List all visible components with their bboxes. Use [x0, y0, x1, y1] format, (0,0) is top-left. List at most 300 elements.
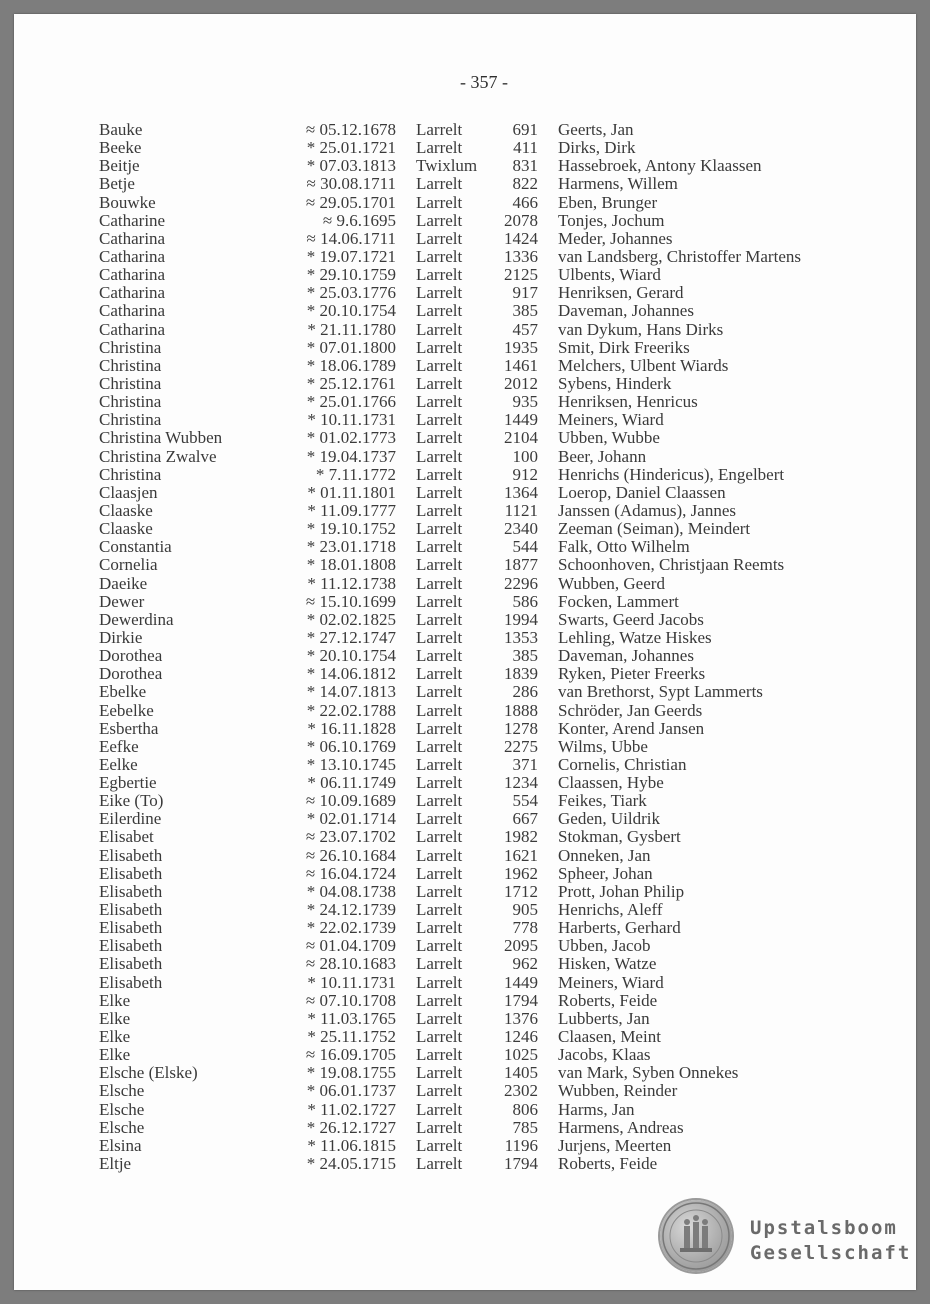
- entry-number: 385: [512, 301, 538, 321]
- entry-name: Elisabeth: [99, 936, 163, 956]
- entry-place: Larrelt: [416, 283, 463, 303]
- entry-date: * 11.06.1815: [307, 1135, 396, 1155]
- entry-row: [14, 792, 916, 810]
- entry-number: 371: [512, 754, 538, 774]
- entry-date: * 19.10.1752: [306, 519, 396, 539]
- entry-row: [14, 937, 916, 955]
- entry-number: 1364: [504, 482, 538, 502]
- entry-name: Elsche: [99, 1081, 145, 1101]
- entry-number: 962: [512, 954, 538, 974]
- entry-number: 385: [512, 646, 538, 666]
- entry-place: Larrelt: [416, 827, 463, 847]
- entry-row: [14, 429, 916, 447]
- entry-date: * 25.12.1761: [306, 373, 396, 393]
- entry-place: Larrelt: [416, 773, 463, 793]
- entry-row: [14, 321, 916, 339]
- page-number: - 357 -: [460, 72, 508, 92]
- entry-number: 1196: [504, 1135, 538, 1155]
- entry-number: 667: [512, 809, 538, 829]
- entry-reference: Harms, Jan: [558, 1099, 635, 1119]
- entry-name: Ebelke: [99, 682, 147, 702]
- entry-reference: Loerop, Daniel Claassen: [558, 482, 726, 502]
- entry-row: [14, 810, 916, 828]
- entry-reference: Wubben, Geerd: [558, 573, 665, 593]
- entry-number: 2095: [504, 936, 538, 956]
- entry-name: Catharina: [99, 265, 166, 285]
- entry-place: Larrelt: [416, 1008, 463, 1028]
- entry-place: Larrelt: [416, 936, 463, 956]
- entry-name: Elsche (Elske): [99, 1063, 198, 1083]
- entry-reference: Beer, Johann: [558, 446, 647, 466]
- entry-name: Elke: [99, 1045, 131, 1065]
- entry-number: 1376: [504, 1008, 538, 1028]
- entry-number: 1794: [504, 1154, 538, 1174]
- entry-name: Christina Zwalve: [99, 446, 217, 466]
- entry-date: * 10.11.1731: [307, 410, 396, 430]
- entry-number: 1712: [504, 881, 538, 901]
- entry-reference: Cornelis, Christian: [558, 754, 687, 774]
- entry-reference: Henrichs (Hindericus), Engelbert: [558, 464, 785, 484]
- entry-place: Larrelt: [416, 319, 463, 339]
- entry-row: [14, 1155, 916, 1173]
- entry-date: * 11.12.1738: [307, 573, 396, 593]
- entry-number: 785: [512, 1117, 538, 1137]
- entry-place: Larrelt: [416, 428, 463, 448]
- entry-reference: Daveman, Johannes: [558, 646, 694, 666]
- entry-date: ≈ 29.05.1701: [305, 192, 396, 212]
- entry-number: 822: [512, 174, 538, 194]
- entry-reference: Schoonhoven, Christjaan Reemts: [558, 555, 785, 575]
- entry-row: [14, 284, 916, 302]
- entry-number: 1461: [504, 355, 538, 375]
- entry-date: ≈ 14.06.1711: [306, 228, 396, 248]
- entry-place: Larrelt: [416, 1117, 463, 1137]
- entry-number: 2302: [504, 1081, 538, 1101]
- entry-number: 1935: [504, 337, 538, 357]
- entry-row: [14, 955, 916, 973]
- entry-reference: Daveman, Johannes: [558, 301, 694, 321]
- entry-number: 466: [512, 192, 538, 212]
- entry-place: Larrelt: [416, 446, 463, 466]
- entry-place: Larrelt: [416, 120, 463, 139]
- entry-place: Larrelt: [416, 192, 463, 212]
- entry-date: * 02.01.1714: [306, 809, 396, 829]
- entry-row: [14, 502, 916, 520]
- entry-name: Dirkie: [99, 627, 143, 647]
- entry-reference: Henriksen, Gerard: [558, 283, 684, 303]
- entry-number: 778: [512, 918, 538, 938]
- entry-name: Catharina: [99, 283, 166, 303]
- entry-row: [14, 230, 916, 248]
- entry-number: 1839: [504, 664, 538, 684]
- entry-place: Larrelt: [416, 373, 463, 393]
- entry-row: [14, 865, 916, 883]
- entry-reference: Eben, Brunger: [558, 192, 658, 212]
- entry-place: Larrelt: [416, 464, 463, 484]
- entry-number: 457: [512, 319, 538, 339]
- entry-place: Larrelt: [416, 138, 463, 158]
- entry-reference: Schröder, Jan Geerds: [558, 700, 703, 720]
- entry-name: Eilerdine: [99, 809, 162, 829]
- entry-reference: Ubben, Jacob: [558, 936, 651, 956]
- entry-date: ≈ 23.07.1702: [305, 827, 396, 847]
- entry-name: Elisabeth: [99, 900, 163, 920]
- entry-name: Claaske: [99, 519, 153, 539]
- entry-number: 1336: [504, 246, 538, 266]
- entry-place: Larrelt: [416, 881, 463, 901]
- entry-name: Elisabeth: [99, 954, 163, 974]
- entry-reference: Harberts, Gerhard: [558, 918, 681, 938]
- entry-name: Eltje: [99, 1154, 132, 1174]
- entry-date: * 20.10.1754: [306, 301, 396, 321]
- entry-place: Larrelt: [416, 1063, 463, 1083]
- entry-reference: Ryken, Pieter Freerks: [558, 664, 706, 684]
- entry-reference: Melchers, Ulbent Wiards: [558, 355, 729, 375]
- entry-name: Eebelke: [99, 700, 154, 720]
- entry-date: * 7.11.1772: [315, 464, 396, 484]
- entry-row: [14, 974, 916, 992]
- entry-row: [14, 1082, 916, 1100]
- society-name-line1: Upstalsboom: [750, 1217, 898, 1239]
- entry-name: Claasjen: [99, 482, 158, 502]
- entry-number: 100: [512, 446, 538, 466]
- entry-row: [14, 1010, 916, 1028]
- entry-row: [14, 121, 916, 139]
- entry-date: * 13.10.1745: [306, 754, 396, 774]
- entry-row: [14, 828, 916, 846]
- entry-name: Christina: [99, 410, 162, 430]
- entry-reference: Jacobs, Klaas: [558, 1045, 651, 1065]
- entry-reference: van Dykum, Hans Dirks: [558, 319, 724, 339]
- entry-date: * 11.02.1727: [307, 1099, 396, 1119]
- entry-number: 2078: [504, 210, 538, 230]
- entry-name: Catharina: [99, 301, 166, 321]
- entry-place: Larrelt: [416, 573, 463, 593]
- entry-name: Elisabeth: [99, 881, 163, 901]
- society-name: [750, 1216, 911, 1266]
- entry-name: Eike (To): [99, 791, 164, 811]
- entry-place: Larrelt: [416, 174, 463, 194]
- entry-date: * 27.12.1747: [306, 627, 396, 647]
- entry-date: ≈ 26.10.1684: [305, 845, 396, 865]
- entry-place: Larrelt: [416, 754, 463, 774]
- entry-reference: Falk, Otto Wilhelm: [558, 537, 690, 557]
- entry-place: Larrelt: [416, 228, 463, 248]
- entry-reference: Onneken, Jan: [558, 845, 651, 865]
- entry-number: 905: [512, 900, 538, 920]
- entry-date: ≈ 15.10.1699: [305, 591, 396, 611]
- entry-place: Larrelt: [416, 1154, 463, 1174]
- entry-row: [14, 1028, 916, 1046]
- entry-date: * 22.02.1788: [306, 700, 396, 720]
- entry-reference: Meiners, Wiard: [558, 410, 664, 430]
- entry-reference: Wilms, Ubbe: [558, 736, 648, 756]
- entry-name: Dorothea: [99, 646, 163, 666]
- entry-date: * 19.07.1721: [306, 246, 396, 266]
- entry-name: Catharine: [99, 210, 166, 230]
- entry-reference: Sybens, Hinderk: [558, 373, 672, 393]
- entry-date: * 04.08.1738: [306, 881, 396, 901]
- entry-date: * 01.11.1801: [307, 482, 396, 502]
- entry-row: [14, 339, 916, 357]
- entry-place: Larrelt: [416, 1045, 463, 1065]
- entry-name: Elke: [99, 1027, 131, 1047]
- entry-reference: Jurjens, Meerten: [558, 1135, 672, 1155]
- entry-name: Catharina: [99, 246, 166, 266]
- entry-place: Larrelt: [416, 718, 463, 738]
- entry-row: [14, 157, 916, 175]
- entry-date: * 06.10.1769: [306, 736, 396, 756]
- entry-number: 935: [512, 392, 538, 412]
- entry-number: 1353: [504, 627, 538, 647]
- entry-row: [14, 357, 916, 375]
- entry-row: [14, 720, 916, 738]
- entry-number: 1449: [504, 972, 538, 992]
- entry-number: 2296: [504, 573, 538, 593]
- entry-place: Larrelt: [416, 1027, 463, 1047]
- entry-name: Dewer: [99, 591, 145, 611]
- entry-reference: Roberts, Feide: [558, 1154, 658, 1174]
- entry-place: Larrelt: [416, 1081, 463, 1101]
- entry-date: * 18.06.1789: [306, 355, 396, 375]
- entry-reference: Henrichs, Aleff: [558, 900, 663, 920]
- entry-row: [14, 175, 916, 193]
- entry-name: Christina: [99, 337, 162, 357]
- entry-date: * 11.09.1777: [307, 500, 396, 520]
- entry-number: 1278: [504, 718, 538, 738]
- entry-date: * 19.04.1737: [306, 446, 396, 466]
- entry-row: [14, 702, 916, 720]
- entry-number: 1982: [504, 827, 538, 847]
- entry-reference: Zeeman (Seiman), Meindert: [558, 519, 751, 539]
- entry-number: 1234: [504, 773, 538, 793]
- entry-place: Larrelt: [416, 954, 463, 974]
- entry-date: * 01.02.1773: [306, 428, 396, 448]
- entry-row: [14, 774, 916, 792]
- entry-place: Larrelt: [416, 265, 463, 285]
- entry-place: Larrelt: [416, 392, 463, 412]
- entry-list: [14, 121, 916, 1173]
- entry-row: [14, 611, 916, 629]
- entry-date: * 06.01.1737: [306, 1081, 396, 1101]
- entry-row: [14, 248, 916, 266]
- entry-reference: Geerts, Jan: [558, 120, 634, 139]
- entry-place: Larrelt: [416, 500, 463, 520]
- entry-date: * 19.08.1755: [306, 1063, 396, 1083]
- entry-place: Larrelt: [416, 537, 463, 557]
- entry-reference: Meiners, Wiard: [558, 972, 664, 992]
- entry-name: Dorothea: [99, 664, 163, 684]
- entry-name: Bouwke: [99, 192, 156, 212]
- entry-number: 1449: [504, 410, 538, 430]
- entry-row: [14, 266, 916, 284]
- entry-reference: Konter, Arend Jansen: [558, 718, 705, 738]
- entry-date: * 10.11.1731: [307, 972, 396, 992]
- entry-row: [14, 538, 916, 556]
- entry-number: 1621: [504, 845, 538, 865]
- entry-reference: Swarts, Geerd Jacobs: [558, 609, 704, 629]
- entry-name: Christina: [99, 392, 162, 412]
- entry-number: 2275: [504, 736, 538, 756]
- entry-number: 1888: [504, 700, 538, 720]
- entry-name: Elisabeth: [99, 845, 163, 865]
- entry-row: [14, 992, 916, 1010]
- entry-place: Larrelt: [416, 845, 463, 865]
- entry-name: Elisabeth: [99, 863, 163, 883]
- entry-reference: Smit, Dirk Freeriks: [558, 337, 690, 357]
- entry-row: [14, 375, 916, 393]
- entry-reference: Roberts, Feide: [558, 990, 658, 1010]
- entry-name: Betje: [99, 174, 135, 194]
- entry-place: Larrelt: [416, 210, 463, 230]
- entry-date: * 11.03.1765: [307, 1008, 396, 1028]
- entry-place: Larrelt: [416, 591, 463, 611]
- entry-reference: Meder, Johannes: [558, 228, 673, 248]
- entry-place: Larrelt: [416, 682, 463, 702]
- entry-reference: Stokman, Gysbert: [558, 827, 681, 847]
- entry-place: Larrelt: [416, 863, 463, 883]
- entry-date: * 21.11.1780: [307, 319, 396, 339]
- entry-reference: Dirks, Dirk: [558, 138, 636, 158]
- entry-row: [14, 556, 916, 574]
- entry-reference: Lubberts, Jan: [558, 1008, 650, 1028]
- entry-number: 691: [512, 120, 538, 139]
- entry-number: 1962: [504, 863, 538, 883]
- entry-row: [14, 212, 916, 230]
- entry-reference: Wubben, Reinder: [558, 1081, 678, 1101]
- entry-name: Elke: [99, 990, 131, 1010]
- entry-date: * 25.11.1752: [307, 1027, 396, 1047]
- entry-place: Larrelt: [416, 646, 463, 666]
- entry-row: [14, 883, 916, 901]
- entry-row: [14, 1046, 916, 1064]
- entry-number: 1121: [504, 500, 538, 520]
- entry-name: Elsche: [99, 1117, 145, 1137]
- entry-date: * 18.01.1808: [306, 555, 396, 575]
- entry-row: [14, 575, 916, 593]
- entry-date: ≈ 16.09.1705: [305, 1045, 396, 1065]
- entry-date: * 25.01.1721: [306, 138, 396, 158]
- entry-reference: Hisken, Watze: [558, 954, 657, 974]
- entry-name: Esbertha: [99, 718, 159, 738]
- entry-row: [14, 448, 916, 466]
- entry-name: Catharina: [99, 319, 166, 339]
- entry-reference: Geden, Uildrik: [558, 809, 660, 829]
- entry-row: [14, 411, 916, 429]
- entry-row: [14, 593, 916, 611]
- entry-place: Larrelt: [416, 301, 463, 321]
- entry-row: [14, 683, 916, 701]
- entry-date: * 25.03.1776: [306, 283, 396, 303]
- entry-number: 1424: [504, 228, 538, 248]
- entry-name: Elisabeth: [99, 972, 163, 992]
- entry-name: Bauke: [99, 120, 143, 139]
- entry-number: 912: [512, 464, 538, 484]
- entry-place: Larrelt: [416, 337, 463, 357]
- entry-number: 2125: [504, 265, 538, 285]
- entry-name: Elke: [99, 1008, 131, 1028]
- entry-place: Larrelt: [416, 1135, 463, 1155]
- entry-name: Christina Wubben: [99, 428, 223, 448]
- entry-name: Beeke: [99, 138, 142, 158]
- entry-row: [14, 139, 916, 157]
- entry-number: 554: [512, 791, 538, 811]
- entry-name: Elisabeth: [99, 918, 163, 938]
- entry-name: Egbertie: [99, 773, 157, 793]
- entry-row: [14, 466, 916, 484]
- entry-date: * 23.01.1718: [306, 537, 396, 557]
- entry-place: Larrelt: [416, 736, 463, 756]
- entry-number: 2012: [504, 373, 538, 393]
- entry-name: Dewerdina: [99, 609, 174, 629]
- entry-date: * 20.10.1754: [306, 646, 396, 666]
- entry-reference: Harmens, Willem: [558, 174, 678, 194]
- entry-row: [14, 520, 916, 538]
- entry-row: [14, 665, 916, 683]
- entry-row: [14, 756, 916, 774]
- entry-reference: Focken, Lammert: [558, 591, 679, 611]
- entry-reference: Claasen, Meint: [558, 1027, 661, 1047]
- entry-date: * 14.06.1812: [306, 664, 396, 684]
- entry-date: ≈ 28.10.1683: [305, 954, 396, 974]
- entry-number: 1794: [504, 990, 538, 1010]
- entry-place: Larrelt: [416, 1099, 463, 1119]
- entry-date: ≈ 01.04.1709: [305, 936, 396, 956]
- entry-reference: Claassen, Hybe: [558, 773, 664, 793]
- entry-number: 1246: [504, 1027, 538, 1047]
- entry-place: Larrelt: [416, 246, 463, 266]
- entry-reference: Henriksen, Henricus: [558, 392, 698, 412]
- entry-name: Elisabet: [99, 827, 154, 847]
- entry-reference: Harmens, Andreas: [558, 1117, 684, 1137]
- entry-date: * 02.02.1825: [306, 609, 396, 629]
- entry-number: 2104: [504, 428, 538, 448]
- entry-name: Elsche: [99, 1099, 145, 1119]
- entry-row: [14, 194, 916, 212]
- document-page: [14, 14, 916, 1290]
- entry-reference: van Mark, Syben Onnekes: [558, 1063, 739, 1083]
- entry-name: Cornelia: [99, 555, 158, 575]
- entry-number: 411: [513, 138, 538, 158]
- entry-date: ≈ 30.08.1711: [306, 174, 396, 194]
- entry-number: 1025: [504, 1045, 538, 1065]
- entry-date: ≈ 07.10.1708: [305, 990, 396, 1010]
- entry-name: Christina: [99, 373, 162, 393]
- entry-name: Eefke: [99, 736, 139, 756]
- entry-name: Claaske: [99, 500, 153, 520]
- entry-place: Larrelt: [416, 700, 463, 720]
- entry-number: 917: [512, 283, 538, 303]
- entry-date: ≈ 05.12.1678: [305, 120, 396, 139]
- entry-name: Catharina: [99, 228, 166, 248]
- entry-reference: Ubben, Wubbe: [558, 428, 660, 448]
- entry-reference: Feikes, Tiark: [558, 791, 647, 811]
- entry-row: [14, 629, 916, 647]
- entry-number: 286: [512, 682, 538, 702]
- entry-name: Eelke: [99, 754, 138, 774]
- entry-place: Larrelt: [416, 410, 463, 430]
- entry-place: Larrelt: [416, 972, 463, 992]
- entry-row: [14, 302, 916, 320]
- entry-row: [14, 393, 916, 411]
- entry-reference: Janssen (Adamus), Jannes: [558, 500, 736, 520]
- entry-reference: van Brethorst, Sypt Lammerts: [558, 682, 763, 702]
- entry-reference: Hassebroek, Antony Klaassen: [558, 156, 762, 176]
- entry-row: [14, 1119, 916, 1137]
- entry-place: Larrelt: [416, 990, 463, 1010]
- entry-row: [14, 901, 916, 919]
- entry-place: Larrelt: [416, 900, 463, 920]
